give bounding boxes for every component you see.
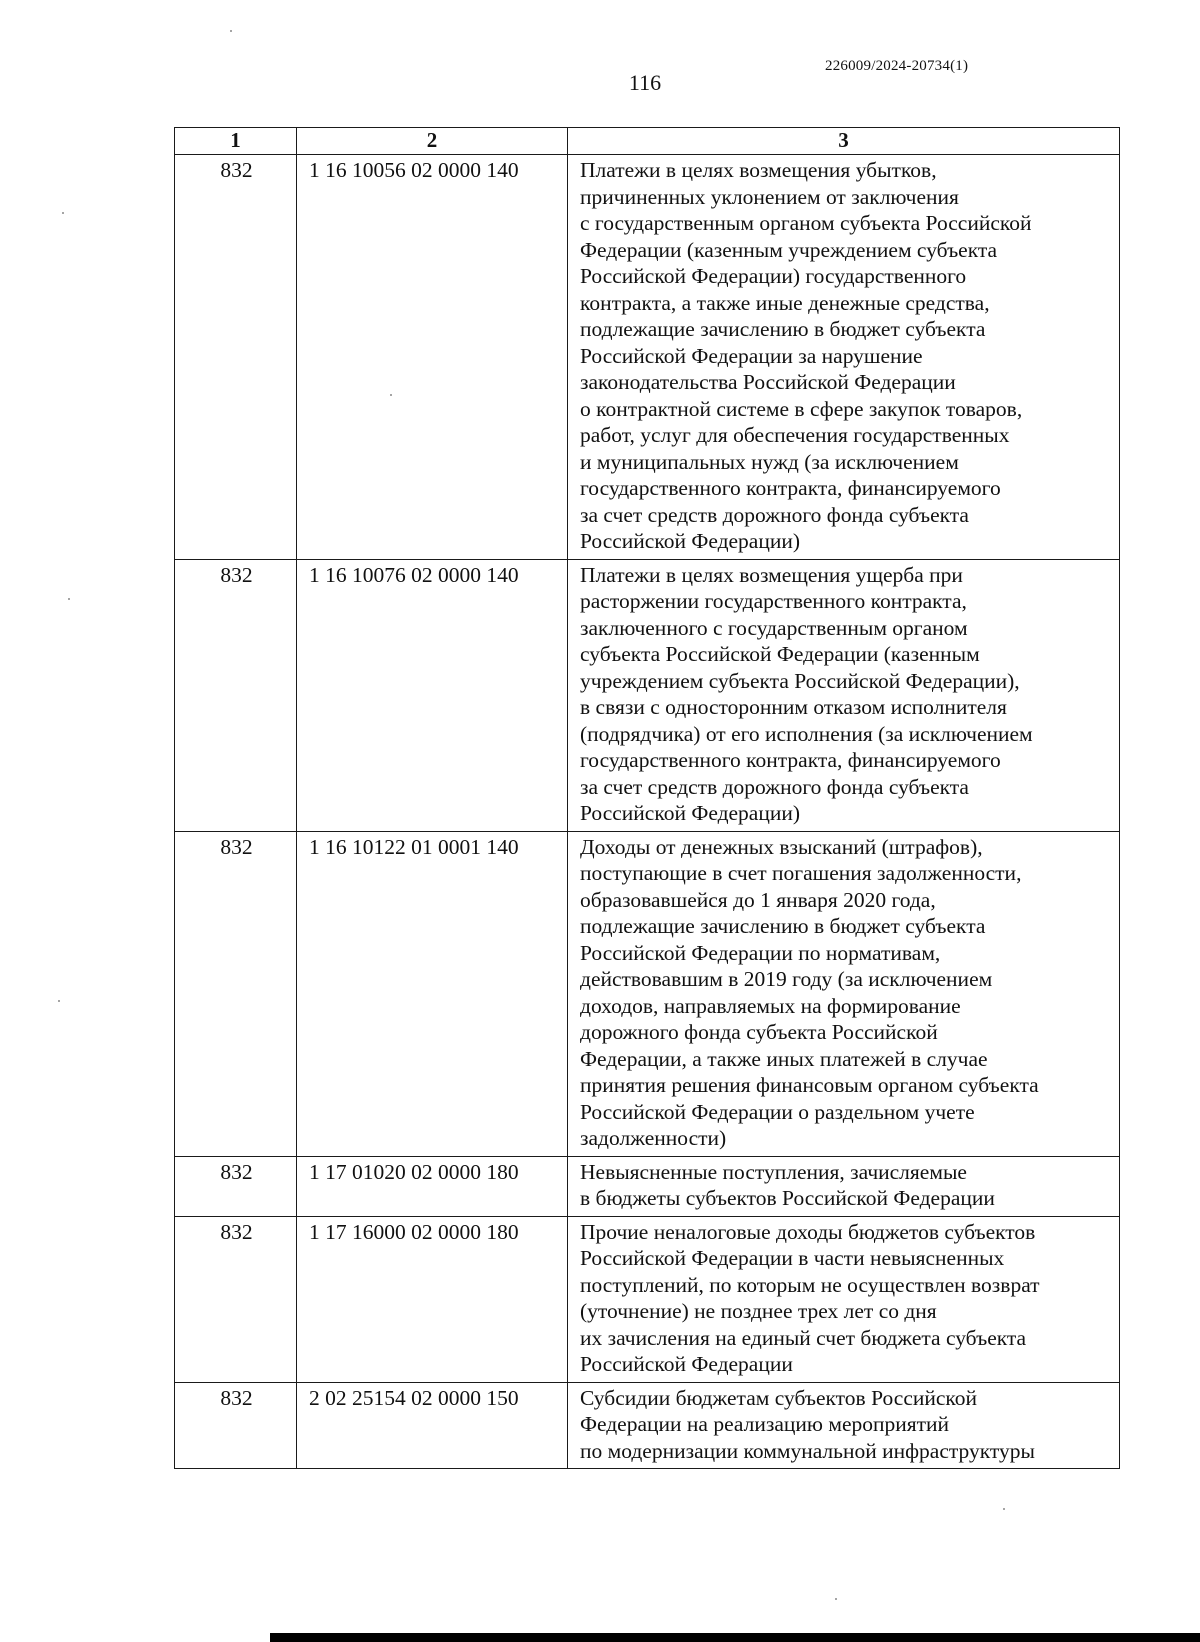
column-header-1: 1 — [175, 128, 297, 155]
revenue-name-line: Российской Федерации — [580, 1352, 793, 1376]
revenue-name-line: учреждением субъекта Российской Федерации), — [580, 668, 1020, 693]
revenue-name-line: принятия решения финансовым органом субъекта — [580, 1073, 1039, 1097]
revenue-name-line: субъекта Российской Федерации (казенным — [580, 642, 980, 666]
admin-code-cell: 832 — [175, 1382, 297, 1469]
scan-speck — [230, 30, 232, 32]
admin-code-cell: 832 — [175, 831, 297, 1156]
revenue-name-line: государственного контракта, финансируемого — [580, 476, 1001, 500]
revenue-name-line: образовавшейся до 1 января 2020 года, — [580, 887, 936, 912]
table-row — [175, 831, 1120, 1156]
revenue-name-line: Платежи в целях возмещения ущерба при — [580, 562, 963, 587]
table-row — [175, 1156, 1120, 1216]
revenue-name-cell — [568, 155, 1120, 560]
revenue-name-line: заключенного с государственным органом — [580, 615, 968, 640]
column-header-2: 2 — [297, 128, 568, 155]
table-row — [175, 155, 1120, 560]
revenue-name-line: государственного контракта, финансируемого — [580, 748, 1001, 772]
revenue-name-line: Российской Федерации за нарушение — [580, 343, 923, 368]
revenue-name-line: Субсидии бюджетам субъектов Российской — [580, 1385, 978, 1410]
budget-code-cell: 1 17 01020 02 0000 180 — [297, 1156, 568, 1216]
admin-code-cell: 832 — [175, 559, 297, 831]
admin-code-cell: 832 — [175, 1216, 297, 1382]
scan-speck — [1003, 1508, 1005, 1510]
table-header-row — [175, 128, 1120, 155]
revenue-name-line: причиненных уклонением от заключения — [580, 184, 959, 209]
revenue-name-cell — [568, 1216, 1120, 1382]
revenue-name-line: Российской Федерации) — [580, 529, 801, 553]
revenue-name-line: с государственным органом субъекта Российской — [580, 211, 1032, 235]
revenue-name-line: Федерации (казенным учреждением субъекта — [580, 237, 998, 262]
scan-speck — [68, 598, 70, 600]
revenue-name-line: подлежащие зачислению в бюджет субъекта — [580, 914, 986, 938]
budget-code-cell: 1 17 16000 02 0000 180 — [297, 1216, 568, 1382]
table-row — [175, 1382, 1120, 1469]
revenue-name-cell — [568, 1382, 1120, 1469]
revenue-name-line: в связи с односторонним отказом исполнителя — [580, 695, 1007, 719]
revenue-name-line: о контрактной системе в сфере закупок товаров, — [580, 396, 1023, 421]
revenue-name-line: контракта, а также иные денежные средства, — [580, 290, 990, 315]
revenue-name-line: работ, услуг для обеспечения государственных — [580, 423, 1010, 447]
revenue-name-line: Российской Федерации в части невыясненных — [580, 1246, 1005, 1270]
scan-speck — [62, 212, 64, 214]
table-body — [175, 155, 1120, 1469]
revenue-name-line: дорожного фонда субъекта Российской — [580, 1020, 938, 1044]
revenue-name-line: поступлений, по которым не осуществлен возврат — [580, 1272, 1040, 1297]
revenue-code-table — [174, 127, 1120, 1469]
revenue-name-line: за счет средств дорожного фонда субъекта — [580, 502, 969, 527]
revenue-name-line: Прочие неналоговые доходы бюджетов субъектов — [580, 1219, 1036, 1244]
revenue-name-line: Российской Федерации по нормативам, — [580, 940, 941, 965]
scan-speck — [835, 1598, 837, 1600]
budget-code-cell: 2 02 25154 02 0000 150 — [297, 1382, 568, 1469]
revenue-name-line: (подрядчика) от его исполнения (за исключением — [580, 721, 1033, 746]
budget-code-cell: 1 16 10122 01 0001 140 — [297, 831, 568, 1156]
revenue-name-line: доходов, направляемых на формирование — [580, 993, 961, 1018]
revenue-name-line: за счет средств дорожного фонда субъекта — [580, 774, 969, 799]
revenue-name-line: подлежащие зачислению в бюджет субъекта — [580, 317, 986, 341]
revenue-name-line: поступающие в счет погашения задолженности, — [580, 861, 1022, 885]
revenue-name-cell — [568, 559, 1120, 831]
scan-speck — [58, 1000, 60, 1002]
page-number: 116 — [628, 70, 662, 95]
revenue-name-cell — [568, 831, 1120, 1156]
revenue-name-cell — [568, 1156, 1120, 1216]
admin-code-cell: 832 — [175, 1156, 297, 1216]
revenue-name-line: задолженности) — [580, 1126, 727, 1150]
budget-code-cell: 1 16 10076 02 0000 140 — [297, 559, 568, 831]
revenue-name-line: расторжении государственного контракта, — [580, 589, 967, 613]
revenue-name-line: Доходы от денежных взысканий (штрафов), — [580, 834, 983, 859]
revenue-name-line: и муниципальных нужд (за исключением — [580, 449, 959, 474]
revenue-name-line: законодательства Российской Федерации — [580, 370, 956, 394]
table-row — [175, 1216, 1120, 1382]
document-id: 226009/2024-20734(1) — [825, 58, 969, 74]
revenue-name-line: Платежи в целях возмещения убытков, — [580, 158, 937, 182]
revenue-name-line: по модернизации коммунальной инфраструктуры — [580, 1438, 1035, 1463]
admin-code-cell: 832 — [175, 155, 297, 560]
table-row — [175, 559, 1120, 831]
budget-code-cell: 1 16 10056 02 0000 140 — [297, 155, 568, 560]
column-header-3: 3 — [568, 128, 1120, 155]
revenue-name-line: Федерации, а также иных платежей в случае — [580, 1046, 988, 1071]
revenue-name-line: Российской Федерации) — [580, 801, 801, 825]
revenue-name-line: в бюджеты субъектов Российской Федерации — [580, 1186, 995, 1210]
revenue-name-line: Невыясненные поступления, зачисляемые — [580, 1159, 967, 1184]
scan-edge-bar — [270, 1633, 1200, 1642]
revenue-name-line: Федерации на реализацию мероприятий — [580, 1412, 950, 1436]
revenue-name-line: их зачисления на единый счет бюджета субъекта — [580, 1325, 1027, 1350]
revenue-name-line: действовавшим в 2019 году (за исключением — [580, 967, 993, 991]
revenue-name-line: Российской Федерации о раздельном учете — [580, 1099, 975, 1124]
revenue-name-line: (уточнение) не позднее трех лет со дня — [580, 1299, 937, 1323]
revenue-name-line: Российской Федерации) государственного — [580, 264, 967, 288]
scan-speck — [390, 394, 392, 396]
